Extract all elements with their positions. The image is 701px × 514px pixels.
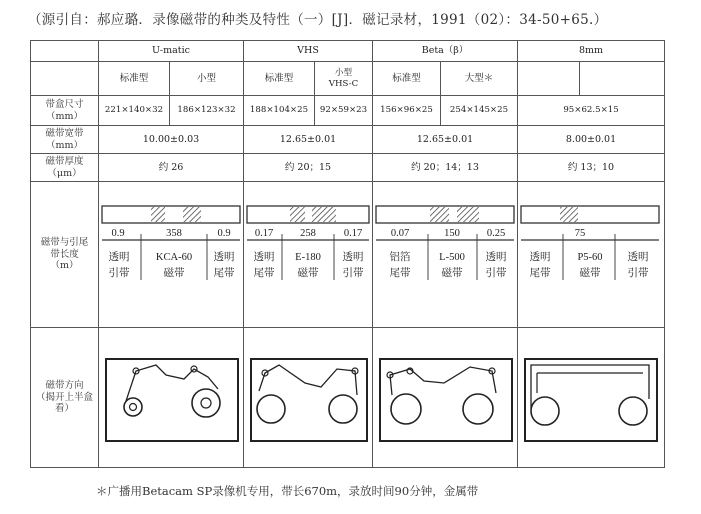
leader-label-top: L-500 xyxy=(439,252,465,263)
leader-label-top: 透明 xyxy=(529,252,551,263)
sub-umatic-small: 小型 xyxy=(170,62,244,96)
footnote: ＊广播用Betacam SP录像机专用，带长670m，录放时间90分钟，金属带 xyxy=(96,484,479,498)
leader-vhs-cell xyxy=(244,182,373,328)
tape-hatch xyxy=(430,207,449,222)
leader-label-bottom: 引带 xyxy=(485,268,507,279)
row-label-thick-2: （μm） xyxy=(47,167,82,179)
width-umatic: 10.00±0.03 xyxy=(99,126,244,154)
leader-label-top: P5-60 xyxy=(577,252,603,263)
row-label-dir-2: （揭开上半盒 xyxy=(35,391,93,403)
row-label-thick-1: 磁带厚度 xyxy=(45,156,84,168)
leader-label-bottom: 引带 xyxy=(342,268,364,279)
leader-value: 0.9 xyxy=(217,228,231,239)
reel-supply xyxy=(531,397,559,425)
row-label-leader-3: （m） xyxy=(50,260,79,272)
thick-8mm: 约 13；10 xyxy=(518,154,665,182)
leader-label-bottom: 磁带 xyxy=(163,268,185,279)
thick-vhs: 约 20；15 xyxy=(244,154,373,182)
tape-path xyxy=(390,367,496,395)
leader-label-top: 透明 xyxy=(485,252,507,263)
row-label-width-1: 磁带宽带 xyxy=(45,128,84,140)
leader-label-top: KCA-60 xyxy=(155,252,193,263)
tape-hatch xyxy=(151,207,165,222)
tape-hatch xyxy=(290,207,305,222)
cassette-8mm-diagram xyxy=(519,329,666,467)
tape-path xyxy=(126,365,218,401)
sub-beta-std: 标准型 xyxy=(373,62,441,96)
reel-takeup xyxy=(619,397,647,425)
size-umatic-std: 221×140×32 xyxy=(99,96,170,126)
size-beta-large: 254×145×25 xyxy=(441,96,518,126)
leader-label-bottom: 磁带 xyxy=(579,268,601,279)
leader-label-top: 透明 xyxy=(627,252,649,263)
tape-strip xyxy=(102,206,240,223)
sub-vhs-small-line2: VHS-C xyxy=(328,78,359,89)
size-beta-std: 156×96×25 xyxy=(373,96,441,126)
direction-beta-cell xyxy=(373,328,518,468)
width-vhs: 12.65±0.01 xyxy=(244,126,373,154)
direction-umatic-cell xyxy=(99,328,244,468)
row-label-size xyxy=(31,96,99,126)
reel-hub xyxy=(130,403,137,410)
size-vhs-std: 188×104×25 xyxy=(244,96,315,126)
cassette-beta-diagram xyxy=(374,329,519,467)
size-vhs-small: 92×59×23 xyxy=(315,96,373,126)
reel-supply xyxy=(391,394,421,424)
source-citation: （源引自：郝应璐．录像磁带的种类及特性（一）[J]．磁记录材，1991（02）：34-50+65.） xyxy=(28,12,608,28)
thick-beta: 约 20；14；13 xyxy=(373,154,518,182)
thick-umatic: 约 26 xyxy=(99,154,244,182)
leader-vhs-diagram xyxy=(244,182,373,327)
leader-label-top: 透明 xyxy=(213,252,235,263)
sub-vhs-small xyxy=(315,62,373,96)
leader-value: 0.17 xyxy=(343,228,363,239)
sub-vhs-small-line1: 小型 xyxy=(334,68,353,79)
leader-umatic-diagram xyxy=(99,182,244,327)
leader-label-top: 铝箔 xyxy=(389,252,411,263)
width-8mm: 8.00±0.01 xyxy=(518,126,665,154)
size-8mm: 95×62.5×15 xyxy=(518,96,665,126)
tape-strip xyxy=(521,206,659,223)
leader-label-bottom: 引带 xyxy=(627,268,649,279)
sub-8mm-b xyxy=(580,62,665,96)
reel-takeup xyxy=(463,394,493,424)
width-beta: 12.65±0.01 xyxy=(373,126,518,154)
row-label-leader-2: 带长度 xyxy=(50,248,79,260)
tape-hatch xyxy=(183,207,201,222)
sub-umatic-std: 标准型 xyxy=(99,62,170,96)
leader-value: 358 xyxy=(166,228,182,239)
leader-value: 0.17 xyxy=(254,228,274,239)
leader-label-bottom: 尾带 xyxy=(529,268,551,279)
reel-takeup xyxy=(192,389,220,417)
sub-8mm-a xyxy=(518,62,580,96)
row-label-size-1: 带盒尺寸 xyxy=(45,99,84,111)
tape-hatch xyxy=(457,207,479,222)
row-label-width-2: （mm） xyxy=(45,139,84,151)
reel-takeup xyxy=(329,395,357,423)
cassette-vhs-diagram xyxy=(245,329,374,467)
leader-umatic-cell xyxy=(99,182,244,328)
tape-hatch xyxy=(560,207,578,222)
leader-label-top: 透明 xyxy=(108,252,130,263)
leader-8mm-diagram xyxy=(518,182,665,327)
tape-path xyxy=(259,365,357,395)
reel-supply xyxy=(257,395,285,423)
leader-label-top: 透明 xyxy=(253,252,275,263)
row-label-direction xyxy=(31,328,99,468)
leader-label-bottom: 尾带 xyxy=(389,268,411,279)
header-beta: Beta（β） xyxy=(373,41,518,62)
tape-path xyxy=(531,365,649,409)
cassette-umatic-diagram xyxy=(100,329,245,467)
row-label-width xyxy=(31,126,99,154)
tape-spec-table xyxy=(30,40,665,468)
leader-value: 150 xyxy=(444,228,460,239)
row-label-dir-3: 看） xyxy=(54,403,74,415)
leader-8mm-cell xyxy=(518,182,665,328)
row-label-leader-1: 磁带与引尾 xyxy=(40,237,89,249)
corner-cell xyxy=(31,41,99,62)
header-umatic: U-matic xyxy=(99,41,244,62)
leader-value: 0.07 xyxy=(390,228,410,239)
leader-value: 0.25 xyxy=(486,228,506,239)
leader-value: 258 xyxy=(300,228,316,239)
sub-beta-large: 大型＊ xyxy=(441,62,518,96)
row-label-dir-1: 磁带方向 xyxy=(45,380,84,392)
size-umatic-small: 186×123×32 xyxy=(170,96,244,126)
tape-strip xyxy=(247,206,369,223)
leader-label-top: E-180 xyxy=(295,252,321,263)
cassette-body xyxy=(525,359,657,441)
leader-label-bottom: 引带 xyxy=(108,268,130,279)
sub-vhs-std: 标准型 xyxy=(244,62,315,96)
tape-hatch xyxy=(312,207,336,222)
header-8mm: 8mm xyxy=(518,41,665,62)
direction-8mm-cell xyxy=(518,328,665,468)
row-label-size-2: （mm） xyxy=(45,110,84,122)
leader-label-bottom: 磁带 xyxy=(297,268,319,279)
leader-value: 75 xyxy=(574,228,586,239)
direction-vhs-cell xyxy=(244,328,373,468)
reel-hub xyxy=(201,398,211,408)
leader-label-top: 透明 xyxy=(342,252,364,263)
leader-value: 0.9 xyxy=(111,228,125,239)
corner-cell-2 xyxy=(31,62,99,96)
row-label-leader xyxy=(31,182,99,328)
leader-beta-diagram xyxy=(373,182,518,327)
leader-label-bottom: 尾带 xyxy=(213,268,235,279)
leader-label-bottom: 尾带 xyxy=(253,268,275,279)
leader-beta-cell xyxy=(373,182,518,328)
leader-label-bottom: 磁带 xyxy=(441,268,463,279)
row-label-thickness xyxy=(31,154,99,182)
header-vhs: VHS xyxy=(244,41,373,62)
